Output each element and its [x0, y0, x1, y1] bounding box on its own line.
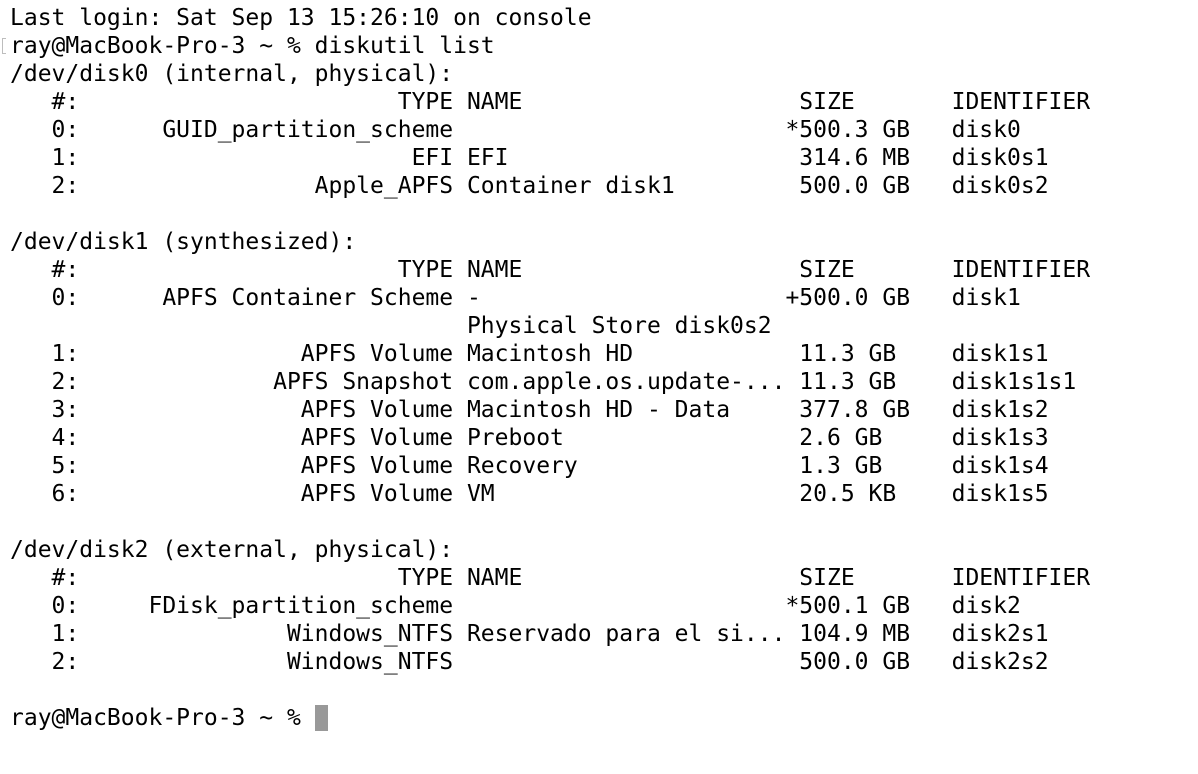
terminal-line-text: #: TYPE NAME SIZE IDENTIFIER: [10, 257, 1091, 283]
terminal-line: [10, 340, 1190, 368]
terminal-line-text: 2: Apple_APFS Container disk1 500.0 GB disk0s2: [10, 173, 1049, 199]
terminal-line-text: Last login: Sat Sep 13 15:26:10 on console: [10, 5, 592, 31]
terminal-line: [10, 424, 1190, 452]
terminal-line: [10, 648, 1190, 676]
terminal-line-text: 4: APFS Volume Preboot 2.6 GB disk1s3: [10, 425, 1049, 451]
terminal-line: [10, 200, 1190, 228]
terminal-line: [10, 368, 1190, 396]
terminal-line-text: 5: APFS Volume Recovery 1.3 GB disk1s4: [10, 453, 1049, 479]
terminal-line-text: 1: Windows_NTFS Reservado para el si... 104.9 MB disk2s1: [10, 621, 1049, 647]
terminal-line: [10, 592, 1190, 620]
terminal-line-text: 1: EFI EFI 314.6 MB disk0s1: [10, 145, 1049, 171]
terminal-line: [10, 508, 1190, 536]
terminal-line-text: 1: APFS Volume Macintosh HD 11.3 GB disk1s1: [10, 341, 1049, 367]
terminal-line-text: #: TYPE NAME SIZE IDENTIFIER: [10, 565, 1091, 591]
terminal-line-text: /dev/disk1 (synthesized):: [10, 229, 357, 255]
terminal-line: [10, 116, 1190, 144]
terminal-line: [10, 312, 1190, 340]
terminal-line: [10, 564, 1190, 592]
terminal-line-text: 6: APFS Volume VM 20.5 KB disk1s5: [10, 481, 1049, 507]
terminal-output: [10, 4, 1190, 704]
terminal-line-text: Physical Store disk0s2: [10, 313, 772, 339]
terminal-line: [10, 172, 1190, 200]
terminal-line: [10, 480, 1190, 508]
terminal-line: [10, 536, 1190, 564]
terminal-window[interactable]: [10, 4, 1190, 770]
command-mark-icon: [2, 38, 6, 54]
terminal-line-text: ray@MacBook-Pro-3 ~ % diskutil list: [10, 33, 495, 59]
terminal-line: [10, 620, 1190, 648]
text-cursor: [315, 705, 328, 731]
terminal-line: [10, 144, 1190, 172]
terminal-line: [10, 284, 1190, 312]
prompt-line[interactable]: [10, 704, 1190, 732]
terminal-line: [10, 676, 1190, 704]
terminal-line-text: /dev/disk0 (internal, physical):: [10, 61, 454, 87]
terminal-line: [10, 228, 1190, 256]
terminal-line: [10, 88, 1190, 116]
terminal-line-text: /dev/disk2 (external, physical):: [10, 537, 454, 563]
terminal-line: [10, 256, 1190, 284]
terminal-line: [10, 4, 1190, 32]
shell-prompt: ray@MacBook-Pro-3 ~ %: [10, 705, 315, 731]
terminal-line-text: 2: APFS Snapshot com.apple.os.update-... 11.3 GB disk1s1s1: [10, 369, 1077, 395]
terminal-line: [10, 60, 1190, 88]
terminal-line-text: 3: APFS Volume Macintosh HD - Data 377.8 GB disk1s2: [10, 397, 1049, 423]
terminal-line: [10, 32, 1190, 60]
terminal-line-text: #: TYPE NAME SIZE IDENTIFIER: [10, 89, 1091, 115]
terminal-line-text: 0: APFS Container Scheme - +500.0 GB disk1: [10, 285, 1021, 311]
terminal-line: [10, 452, 1190, 480]
terminal-line-text: 0: GUID_partition_scheme *500.3 GB disk0: [10, 117, 1021, 143]
terminal-line-text: 2: Windows_NTFS 500.0 GB disk2s2: [10, 649, 1049, 675]
terminal-line-text: 0: FDisk_partition_scheme *500.1 GB disk2: [10, 593, 1021, 619]
terminal-line: [10, 396, 1190, 424]
